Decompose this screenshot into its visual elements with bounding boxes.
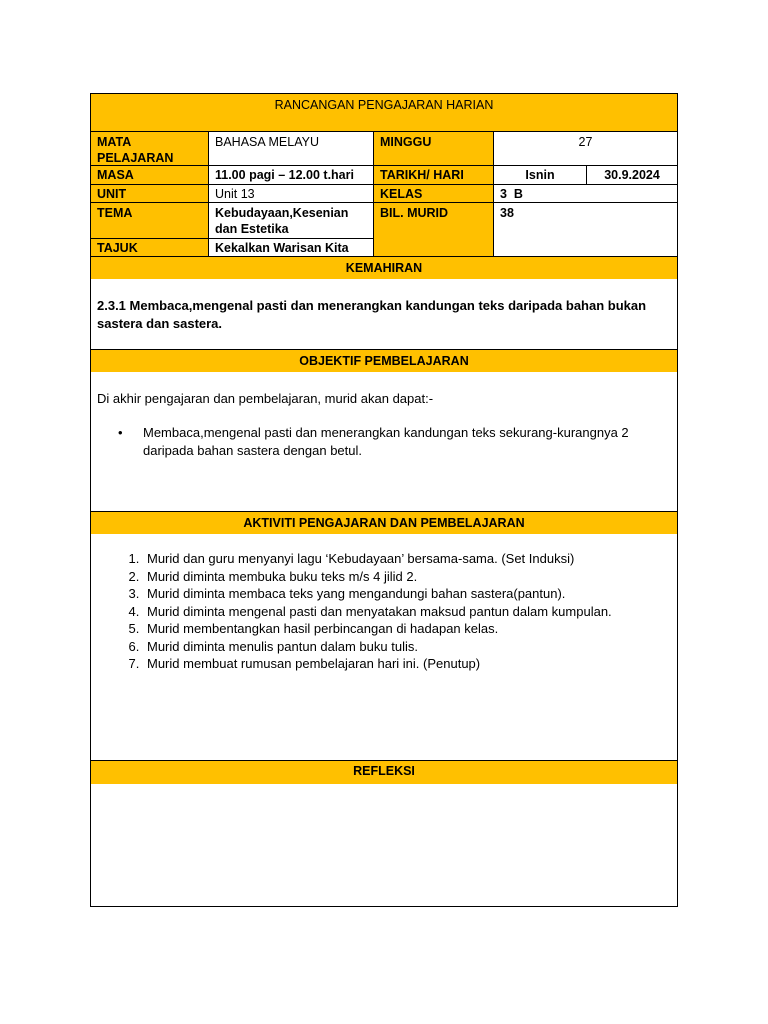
lesson-plan-form [90,93,678,907]
refleksi-heading: REFLEKSI [91,760,677,785]
tajuk-value: Kekalkan Warisan Kita [208,238,374,257]
form-title-cell [90,93,678,132]
mata-pelajaran-value: BAHASA MELAYU [208,131,374,166]
masa-label: MASA [90,165,209,185]
kemahiran-text: 2.3.1 Membaca,mengenal pasti dan menerangkan kandungan teks daripada bahan bukan sastera dan sastera. [97,298,647,331]
refleksi-body [91,784,677,906]
minggu-label: MINGGU [373,131,494,166]
unit-value: Unit 13 [208,184,374,203]
kelas-label: KELAS [373,184,494,203]
bil-murid-value: 38 [493,202,678,257]
mata-pelajaran-label: MATA PELAJARAN [90,131,209,166]
tajuk-label: TAJUK [90,238,209,257]
objektif-heading: OBJEKTIF PEMBELAJARAN [91,349,677,373]
list-item: 3. Murid diminta membaca teks yang mengandungi bahan sastera(pantun). [143,585,673,603]
objektif-intro: Di akhir pengajaran dan pembelajaran, murid akan dapat:- [97,391,434,406]
list-item: 2. Murid diminta membuka buku teks m/s 4 jilid 2. [143,568,673,586]
kemahiran-heading: KEMAHIRAN [91,256,677,280]
list-item: 4. Murid diminta mengenal pasti dan menyatakan maksud pantun dalam kumpulan. [143,603,673,621]
objektif-body [91,372,677,512]
list-item: 7. Murid membuat rumusan pembelajaran hari ini. (Penutup) [143,655,673,673]
list-item: 5. Murid membentangkan hasil perbincangan di hadapan kelas. [143,620,673,638]
form-title: RANCANGAN PENGAJARAN HARIAN [274,98,494,112]
tema-value: Kebudayaan,Kesenian dan Estetika [208,202,374,239]
aktiviti-heading: AKTIVITI PENGAJARAN DAN PEMBELAJARAN [91,511,677,535]
minggu-value: 27 [493,131,678,166]
aktiviti-body [91,534,677,761]
tema-label: TEMA [90,202,209,239]
aktiviti-list [97,550,673,673]
list-item: 1. Murid dan guru menyanyi lagu ‘Kebudayaan’ bersama-sama. (Set Induksi) [143,550,673,568]
bil-murid-label: BIL. MURID [373,202,494,257]
bullet-icon: • [118,425,123,440]
objektif-item-text: Membaca,mengenal pasti dan menerangkan kandungan teks sekurang-kurangnya 2 daripada bahan sastera dengan betul. [143,425,629,458]
kemahiran-body [91,279,677,350]
list-item: 6. Murid diminta menulis pantun dalam buku tulis. [143,638,673,656]
tarikh-value: 30.9.2024 [586,165,678,185]
hari-value: Isnin [493,165,587,185]
unit-label: UNIT [90,184,209,203]
kelas-value: 3 B [493,184,678,203]
tarikh-label: TARIKH/ HARI [373,165,494,185]
masa-value: 11.00 pagi – 12.00 t.hari [208,165,374,185]
